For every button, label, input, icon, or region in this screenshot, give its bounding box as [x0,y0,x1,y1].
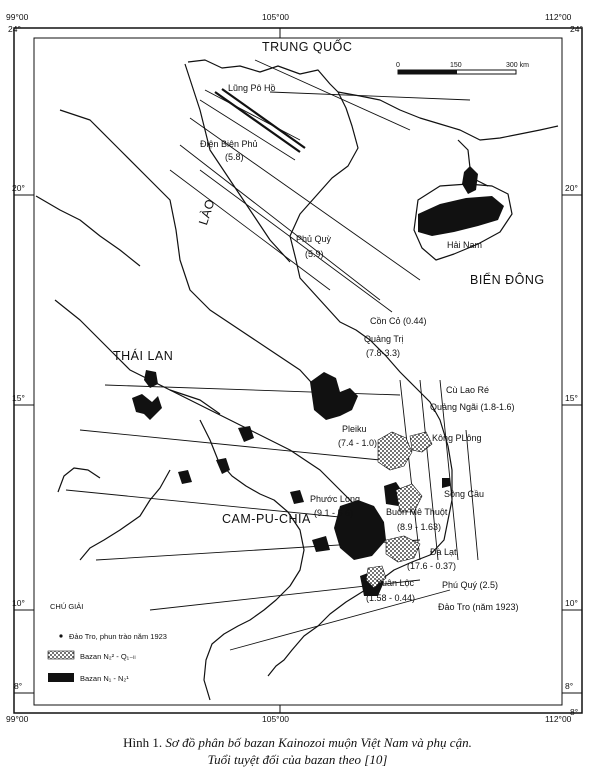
site-age-phu-quy-north: (5.9) [305,249,324,259]
site-label-song-cau: Sông Cầu [444,489,485,499]
site-age-pleiku: (7.4 - 1.0) [338,438,378,448]
coord-lat-8-left: 8° [14,681,23,691]
coord-lon-112-bottom: 112°00 [545,714,572,724]
site-label-phuoc-long: Phước Long [310,494,360,504]
site-label-quang-ngai: Quảng Ngãi (1.8-1.6) [430,402,515,412]
sea-label-east-sea: BIỂN ĐÔNG [470,273,545,287]
coord-lon-112-top: 112°00 [545,12,572,22]
site-age-buon-ma-thuot: (8.9 - 1.63) [397,522,442,532]
coord-lon-99-top: 99°00 [6,12,29,22]
country-label-thailand: THÁI LAN [113,349,174,363]
country-label-cambodia: CAM-PU-CHIA [222,512,311,526]
basalt-older-areas [132,166,504,596]
site-label-kong-plong: Kông PLông [432,433,482,443]
site-age-da-lat: (17.6 - 0.37) [407,561,457,571]
coord-lat-10-right: 10° [565,598,578,608]
coord-lat-15-right: 15° [565,393,578,403]
legend-item-old-basalt: Bazan N₁ - N₂¹ [80,674,129,683]
scale-bar [396,62,529,74]
site-age-xuan-loc: (1.58 - 0.44) [366,593,416,603]
site-label-xuan-loc: Xuân Lộc [376,578,415,588]
site-age-phuoc-long: (9.1 - 5.6) [314,508,354,518]
site-label-phu-quy-north: Phủ Quỳ [296,234,332,244]
coord-lon-99-bottom: 99°00 [6,714,29,724]
site-label-buon-ma-thuot: Buôn Mê Thuột [386,507,448,517]
site-label-cu-lao-re: Cù Lao Ré [446,385,490,395]
scale-label-zero: 0 [396,62,400,69]
island-label-hainan: Hải Nam [447,240,483,250]
coord-lon-105-top: 105°00 [262,12,290,22]
coord-lat-24-right: 24° [570,24,583,34]
coord-lat-8-bottom-right: 8° [570,707,579,717]
legend-swatch-solid [48,673,74,682]
coord-lat-10-left: 10° [12,598,25,608]
site-label-dien-bien-phu: Điện Biên Phủ [200,139,258,149]
figure-number: Hình 1. [123,735,163,750]
figure-caption-line-1 [0,734,595,751]
legend-eruption-marker-icon [59,634,62,637]
coord-lon-105-bottom: 105°00 [262,714,290,724]
figure-caption-line-2: Tuổi tuyệt đối của bazan theo [10] [207,752,388,767]
coord-lat-8-right: 8° [565,681,574,691]
coord-lat-20-right: 20° [565,183,578,193]
site-label-quang-tri: Quảng Trị [364,334,404,344]
site-age-quang-tri: (7.8-3.3) [366,348,401,358]
legend-title: CHÚ GIẢI [50,602,84,611]
site-label-da-lat: Đà Lạt [430,547,457,557]
site-label-con-co: Cồn Cỏ (0.44) [370,316,427,326]
legend [48,602,167,683]
legend-item-eruption: Đảo Tro, phun trào năm 1923 [69,632,167,641]
site-age-dien-bien-phu: (5.8) [225,152,244,162]
site-label-dao-tro: Đảo Tro (năm 1923) [438,602,519,612]
legend-item-young-basalt: Bazan N₂² - Q₁₋ₗₗ [80,652,136,661]
site-label-lang-po-ho: Lũng Pô Hồ [228,83,276,93]
legend-swatch-dotted [48,651,74,659]
coord-lat-24-left: 24° [8,24,21,34]
scale-label-max: 300 km [506,62,529,69]
site-label-pleiku: Pleiku [342,424,367,434]
country-label-china: TRUNG QUỐC [262,40,353,54]
figure-title: Sơ đồ phân bố bazan Kainozoi muộn Việt Nam và phụ cận. [165,735,472,750]
site-label-phu-quy-south: Phú Quý (2.5) [442,580,499,590]
country-label-laos: LÀO [196,197,218,227]
scale-label-mid: 150 [450,62,462,69]
coord-lat-15-left: 15° [12,393,25,403]
coord-lat-20-left: 20° [12,183,25,193]
